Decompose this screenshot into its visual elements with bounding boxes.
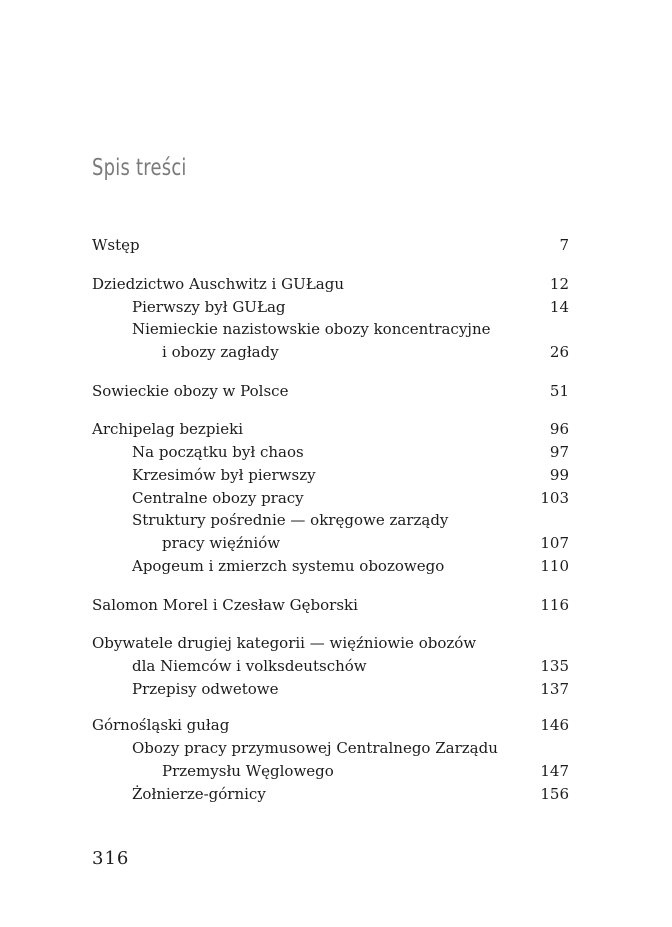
toc-entry-title: Centralne obozy pracy [132, 489, 304, 507]
toc-entry-title: Dziedzictwo Auschwitz i GUŁagu [92, 275, 344, 293]
toc-entry-title: Struktury pośrednie — okręgowe zarządy [132, 511, 449, 529]
toc-entry-sowieckie[interactable] [92, 380, 569, 402]
toc-entry-title: i obozy zagłady [162, 343, 279, 361]
toc-entry-page: 96 [549, 420, 569, 438]
toc-entry-page: 137 [540, 680, 569, 698]
toc-entry-page: 146 [540, 716, 569, 734]
toc-entry-niemieckie-obozy-cont[interactable] [92, 341, 569, 363]
toc-entry-obozy-pracy[interactable] [92, 737, 569, 759]
toc-entry-title: Sowieckie obozy w Polsce [92, 382, 289, 400]
toc-entry-title: Pierwszy był GUŁag [132, 298, 286, 316]
toc-entry-page: 97 [549, 443, 569, 461]
toc-entry-przepisy[interactable] [92, 678, 569, 700]
toc-entry-title: Apogeum i zmierzch systemu obozowego [132, 557, 445, 575]
toc-entry-page: 26 [549, 343, 569, 361]
toc-entry-struktury[interactable] [92, 509, 569, 531]
toc-entry-gornoslaski[interactable] [92, 714, 569, 736]
toc-entry-obywatele-cont[interactable] [92, 655, 569, 677]
toc-entry-title: Archipelag bezpieki [92, 420, 243, 438]
toc-entry-page: 103 [540, 489, 569, 507]
toc-entry-obozy-pracy-cont[interactable] [92, 760, 569, 782]
toc-entry-title: Salomon Morel i Czesław Gęborski [92, 596, 358, 614]
toc-entry-page: 7 [559, 236, 569, 254]
toc-entry-title: Żołnierze-górnicy [132, 785, 266, 803]
toc-entry-struktury-cont[interactable] [92, 532, 569, 554]
toc-entry-title: Wstęp [92, 236, 140, 254]
toc-entry-title: Niemieckie nazistowskie obozy koncentracyjne [132, 320, 491, 338]
toc-entry-zolnierze[interactable] [92, 783, 569, 805]
toc-entry-obywatele[interactable] [92, 632, 569, 654]
toc-entry-na-poczatku[interactable] [92, 441, 569, 463]
toc-entry-archipelag[interactable] [92, 418, 569, 440]
toc-entry-page: 99 [549, 466, 569, 484]
toc-entry-salomon-morel[interactable] [92, 594, 569, 616]
toc-entry-niemieckie-obozy[interactable] [92, 318, 569, 340]
toc-entry-page: 135 [540, 657, 569, 675]
toc-entry-page: 14 [549, 298, 569, 316]
toc-entry-wstep[interactable] [92, 234, 569, 256]
toc-entry-dziedzictwo[interactable] [92, 273, 569, 295]
toc-entry-title: Górnośląski gułag [92, 716, 230, 734]
toc-entry-page: 116 [540, 596, 569, 614]
page-number: 316 [92, 848, 130, 869]
toc-entry-title: Krzesimów był pierwszy [132, 466, 316, 484]
toc-entry-page: 110 [540, 557, 569, 575]
toc-entry-krzesimow[interactable] [92, 464, 569, 486]
toc-entry-title: Obywatele drugiej kategorii — więźniowie obozów [92, 634, 477, 652]
toc-entry-apogeum[interactable] [92, 555, 569, 577]
toc-entry-page: 12 [549, 275, 569, 293]
toc-entry-page: 107 [540, 534, 569, 552]
toc-entry-page: 147 [540, 762, 569, 780]
toc-entry-title: Przepisy odwetowe [132, 680, 279, 698]
toc-entry-title: pracy więźniów [162, 534, 281, 552]
toc-entry-pierwszy-gulag[interactable] [92, 296, 569, 318]
toc-entry-page: 51 [549, 382, 569, 400]
toc-entry-page: 156 [540, 785, 569, 803]
page-title: Spis treści [92, 155, 187, 181]
toc-entry-title: Obozy pracy przymusowej Centralnego Zarządu [132, 739, 498, 757]
toc-entry-title: Na początku był chaos [132, 443, 304, 461]
toc-entry-title: dla Niemców i volksdeutschów [132, 657, 367, 675]
toc-entry-title: Przemysłu Węglowego [162, 762, 334, 780]
toc-entry-centralne-obozy[interactable] [92, 487, 569, 509]
